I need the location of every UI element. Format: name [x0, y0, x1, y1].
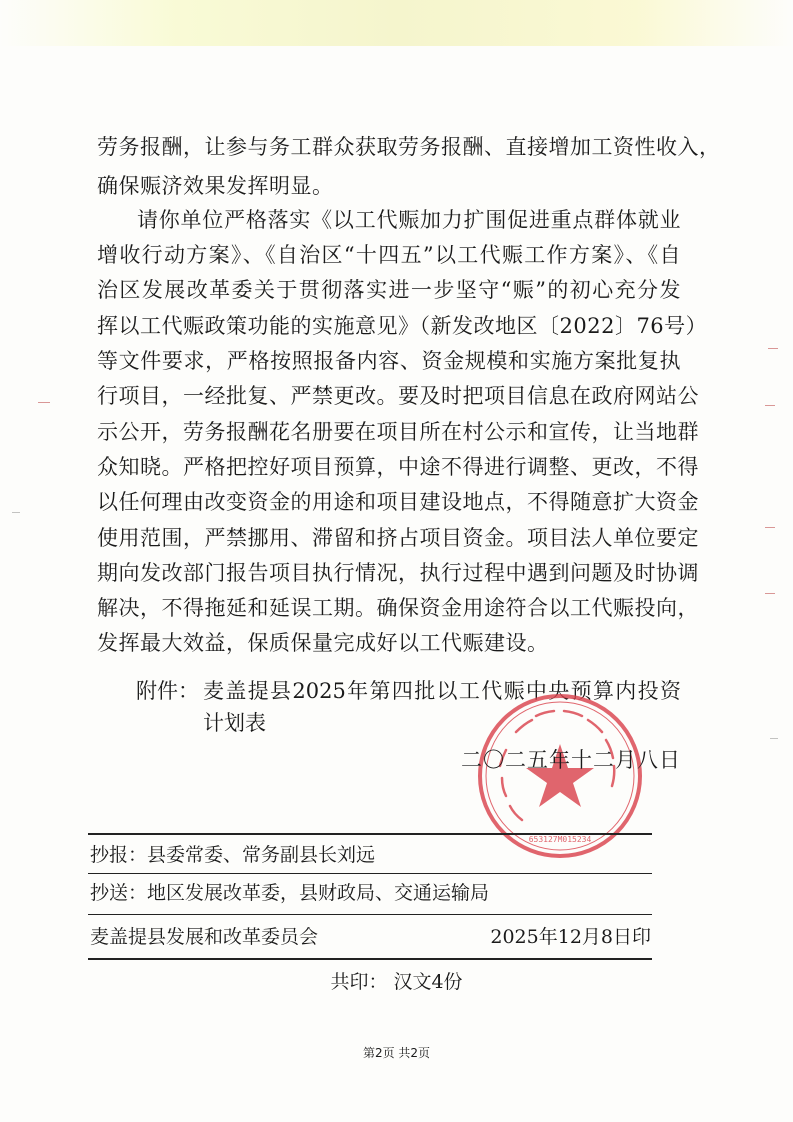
- body-line-1: 劳务报酬，让参与务工群众获取劳务报酬、直接增加工资性收入，: [97, 135, 721, 159]
- body-line-8: 行项目，一经批复、严禁更改。要及时把项目信息在政府网站公: [97, 384, 699, 408]
- body-line-14: 解决，不得拖延和延误工期。确保资金用途符合以工代赈投向，: [97, 596, 699, 620]
- body-line-13: 期向发改部门报告项目执行情况，执行过程中遇到问题及时协调: [97, 561, 699, 585]
- print-date: 2025年12月8日印: [490, 926, 651, 948]
- issue-date: 二〇二五年十二月八日: [461, 748, 680, 772]
- body-line-5: 治区发展改革委关于贯彻落实进一步坚守“赈”的初心充分发: [97, 278, 681, 302]
- attachment-title: 麦盖提县2025年第四批以工代赈中央预算内投资: [203, 679, 681, 703]
- divider-top: [88, 833, 652, 835]
- page-number: 第2页 共2页: [362, 1046, 431, 1060]
- body-line-3: 请你单位严格落实《以工代赈加力扩围促进重点群体就业: [137, 208, 681, 232]
- margin-mark: [38, 402, 50, 403]
- attachment-title-cont: 计划表: [203, 711, 266, 735]
- attachment-label: 附件：: [136, 679, 199, 703]
- report-to: 抄报：县委常委、常务副县长刘远: [90, 844, 376, 866]
- divider-1: [88, 873, 652, 874]
- margin-mark: [765, 527, 775, 528]
- body-line-11: 以任何理由改变资金的用途和项目建设地点，不得随意扩大资金: [97, 490, 699, 514]
- seal-number: 653127M015234: [528, 835, 592, 844]
- issuer: 麦盖提县发展和改革委员会: [90, 926, 319, 948]
- divider-bottom: [88, 958, 652, 960]
- body-line-15: 发挥最大效益，保质保量完成好以工代赈建设。: [97, 631, 549, 655]
- body-line-7: 等文件要求，严格按照报备内容、资金规模和实施方案批复执: [97, 349, 681, 373]
- margin-mark: [765, 593, 775, 594]
- margin-mark: [770, 738, 778, 739]
- scan-shadow: [0, 0, 793, 46]
- copies-value: 汉文4份: [393, 971, 463, 993]
- margin-mark: [12, 512, 20, 513]
- print-copies: [0, 969, 793, 995]
- body-line-4: 增收行动方案》、《自治区“十四五”以工代赈工作方案》、《自: [97, 243, 681, 267]
- margin-mark: [768, 348, 778, 349]
- copy-to: 抄送：地区发展改革委，县财政局、交通运输局: [90, 882, 490, 904]
- body-line-12: 使用范围，严禁挪用、滞留和挤占项目资金。项目法人单位要定: [97, 526, 699, 550]
- body-line-10: 众知晓。严格把控好项目预算，中途不得进行调整、更改，不得: [97, 455, 699, 479]
- body-line-6: 挥以工代赈政策功能的实施意见》（新发改地区〔2022〕76号）: [97, 314, 708, 338]
- copies-label: 共印：: [330, 971, 388, 993]
- margin-mark: [765, 405, 775, 406]
- body-line-2: 确保赈济效果发挥明显。: [97, 174, 334, 198]
- body-line-9: 示公开，劳务报酬花名册要在项目所在村公示和宣传，让当地群: [97, 420, 699, 444]
- divider-2: [88, 914, 652, 915]
